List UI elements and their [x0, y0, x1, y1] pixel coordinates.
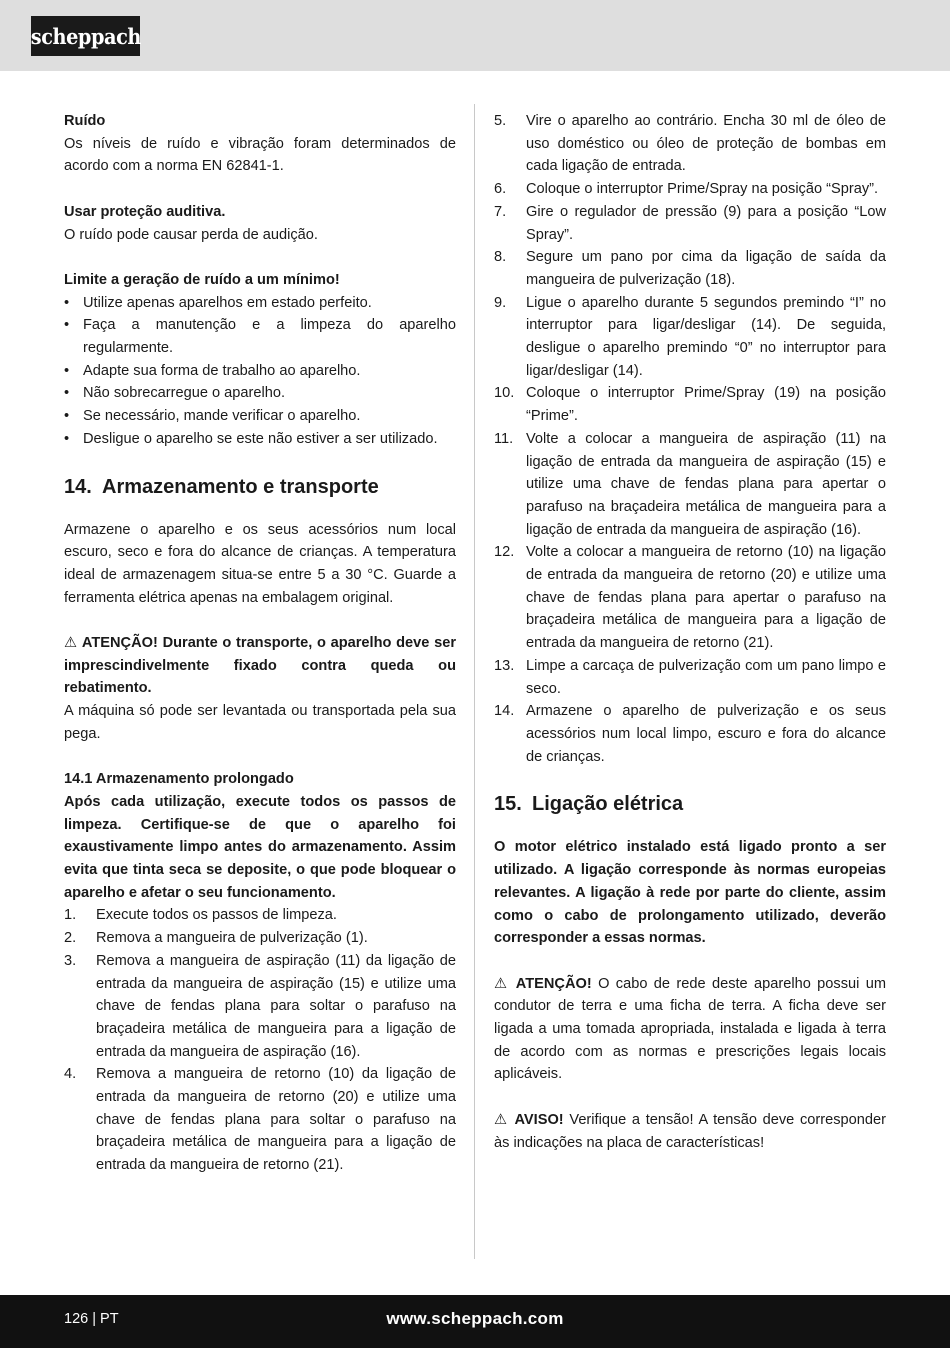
noise-bullet-list — [64, 292, 456, 451]
page-footer — [0, 1295, 950, 1348]
right-column — [494, 110, 886, 1154]
list-item: 5. Vire o aparelho ao contrário. Encha 30 ml de óleo de uso doméstico ou óleo de proteção de bombas em cada ligação de entrada. — [494, 113, 886, 175]
list-item: 6. Coloque o interruptor Prime/Spray na posição “Spray”. — [494, 181, 879, 198]
list-item: 10. Coloque o interruptor Prime/Spray (19) na posição “Prime”. — [494, 385, 886, 425]
limite-heading: Limite a geração de ruído a um mínimo! — [64, 271, 340, 288]
warning-label: ATENÇÃO! — [515, 975, 592, 992]
steps-list-right — [494, 110, 886, 768]
list-item: • Se necessário, mande verificar o aparelho. — [64, 405, 456, 428]
section-14-heading — [64, 472, 456, 502]
subsection-14-1-heading: 14.1 Armazenamento prolongado — [64, 771, 294, 788]
footer-url: www.scheppach.com — [386, 1309, 564, 1328]
list-item: 14. Armazene o aparelho de pulverização e os seus acessórios num local limpo, escuro e fora do alcance de crianças. — [494, 703, 886, 765]
aviso-warning — [494, 1109, 886, 1154]
section-number: 15. — [494, 793, 522, 816]
list-item: 9. Ligue o aparelho durante 5 segundos premindo “I” no interruptor para ligar/desligar (14). De seguida, desligue o aparelho premindo “0” no interruptor para ligar/desligar (14). — [494, 294, 886, 379]
section-15-heading — [494, 789, 886, 819]
warning-text: Verifique a tensão! A tensão deve corresponder às indicações na placa de características! — [494, 1111, 886, 1151]
ruido-text: Os níveis de ruído e vibração foram determinados de acordo com a norma EN 62841-1. — [64, 135, 456, 175]
list-item: 2. Remova a mangueira de pulverização (1). — [64, 930, 368, 947]
list-item: • Não sobrecarregue o aparelho. — [64, 382, 456, 405]
list-item: • Utilize apenas aparelhos em estado perfeito. — [64, 292, 456, 315]
warning-triangle-icon: ⚠ — [64, 635, 78, 652]
list-item: 12. Volte a colocar a mangueira de retorno (10) na ligação de entrada da mangueira de retorno (20) e utilize uma chave de fendas plana para apertar o parafuso na braçadeira metálica de mangueira para a ligação de entrada da mangueira de retorno (21). — [494, 544, 886, 652]
warning-text: O cabo de rede deste aparelho possui um condutor de terra e uma ficha de terra. A ficha deve ser ligada a uma tomada apropriada, instalada e ligada à terra de acordo com as normas e prescrições legais locais aplicáveis. — [494, 975, 887, 1083]
list-item: • Adapte sua forma de trabalho ao aparelho. — [64, 360, 456, 383]
atencao-warning — [64, 632, 456, 700]
section-title: Ligação elétrica — [532, 793, 684, 816]
list-item: • Desligue o aparelho se este não estiver a ser utilizado. — [64, 428, 456, 451]
list-item: 1. Execute todos os passos de limpeza. — [64, 907, 337, 924]
warning-label: AVISO! — [514, 1111, 564, 1128]
maquina-text: A máquina só pode ser levantada ou transportada pela sua pega. — [64, 703, 456, 742]
list-item: 13. Limpe a carcaça de pulverização com um pano limpo e seco. — [494, 657, 886, 697]
page-number: 126 | PT — [64, 1311, 119, 1327]
warning-label: ATENÇÃO! — [81, 635, 158, 652]
steps-list-left — [64, 904, 456, 1176]
subsection-14-1-text: Após cada utilização, execute todos os passos de limpeza. Certifique-se de que o aparelho foi exaustivamente limpo antes do armazenamento. Assim evita que tinta seca se deposite, o que pode bloquear o aparelho e afetar o seu funcionamento. — [64, 793, 456, 901]
list-item: 8. Segure um pano por cima da ligação de saída da mangueira de pulverização (18). — [494, 249, 886, 288]
column-divider — [474, 104, 475, 1259]
list-item: • Faça a manutenção e a limpeza do aparelho regularmente. — [64, 314, 456, 359]
section-number: 14. — [64, 475, 92, 498]
list-item: 11. Volte a colocar a mangueira de aspiração (11) na ligação de entrada da mangueira de aspiração (15) e utilize uma chave de fendas plana para apertar o parafuso na braçadeira metálica de mangueira para a ligação de entrada da mangueira de aspiração (16). — [494, 430, 886, 538]
list-item: 3. Remova a mangueira de aspiração (11) da ligação de entrada da mangueira de aspiração (15) e utilize uma chave de fendas plana para soltar o parafuso na braçadeira metálica de mangueira para a ligação de entrada da mangueira de aspiração (16). — [64, 952, 456, 1060]
list-item: 4. Remova a mangueira de retorno (10) da ligação de entrada da mangueira de retorno (20) e utilize uma chave de fendas plana para soltar o parafuso na braçadeira metálica de mangueira para a ligação de entrada da mangueira de retorno (21). — [64, 1066, 456, 1174]
warning-triangle-icon: ⚠ — [494, 975, 510, 992]
motor-text: O motor elétrico instalado está ligado pronto a ser utilizado. A ligação corresponde às normas europeias relevantes. A ligação à rede por parte do cliente, assim como o cabo de prolongamento utilizado, deverão corresponder a essas normas. — [494, 839, 886, 947]
warning-triangle-icon: ⚠ — [494, 1111, 509, 1128]
list-item: 7. Gire o regulador de pressão (9) para a posição “Low Spray”. — [494, 203, 886, 243]
scheppach-logo — [31, 16, 140, 56]
left-column — [64, 110, 456, 1177]
page-header — [0, 0, 950, 71]
protecao-heading: Usar proteção auditiva. — [64, 203, 226, 220]
protecao-text: O ruído pode causar perda de audição. — [64, 226, 318, 243]
warning-text: Durante o transporte, o aparelho deve ser imprescindivelmente fixado contra queda ou rebatimento. — [64, 635, 456, 697]
armazene-text: Armazene o aparelho e os seus acessórios num local escuro, seco e fora do alcance de crianças. A temperatura ideal de armazenagem situa-se entre 5 a 30 °C. Guarde a ferramenta elétrica apenas na embalagem original. — [64, 521, 456, 606]
logo-text: scheppach — [30, 23, 141, 49]
ruido-heading: Ruído — [64, 113, 106, 129]
section-title: Armazenamento e transporte — [102, 475, 379, 498]
atencao-cabo-warning — [494, 973, 886, 1087]
